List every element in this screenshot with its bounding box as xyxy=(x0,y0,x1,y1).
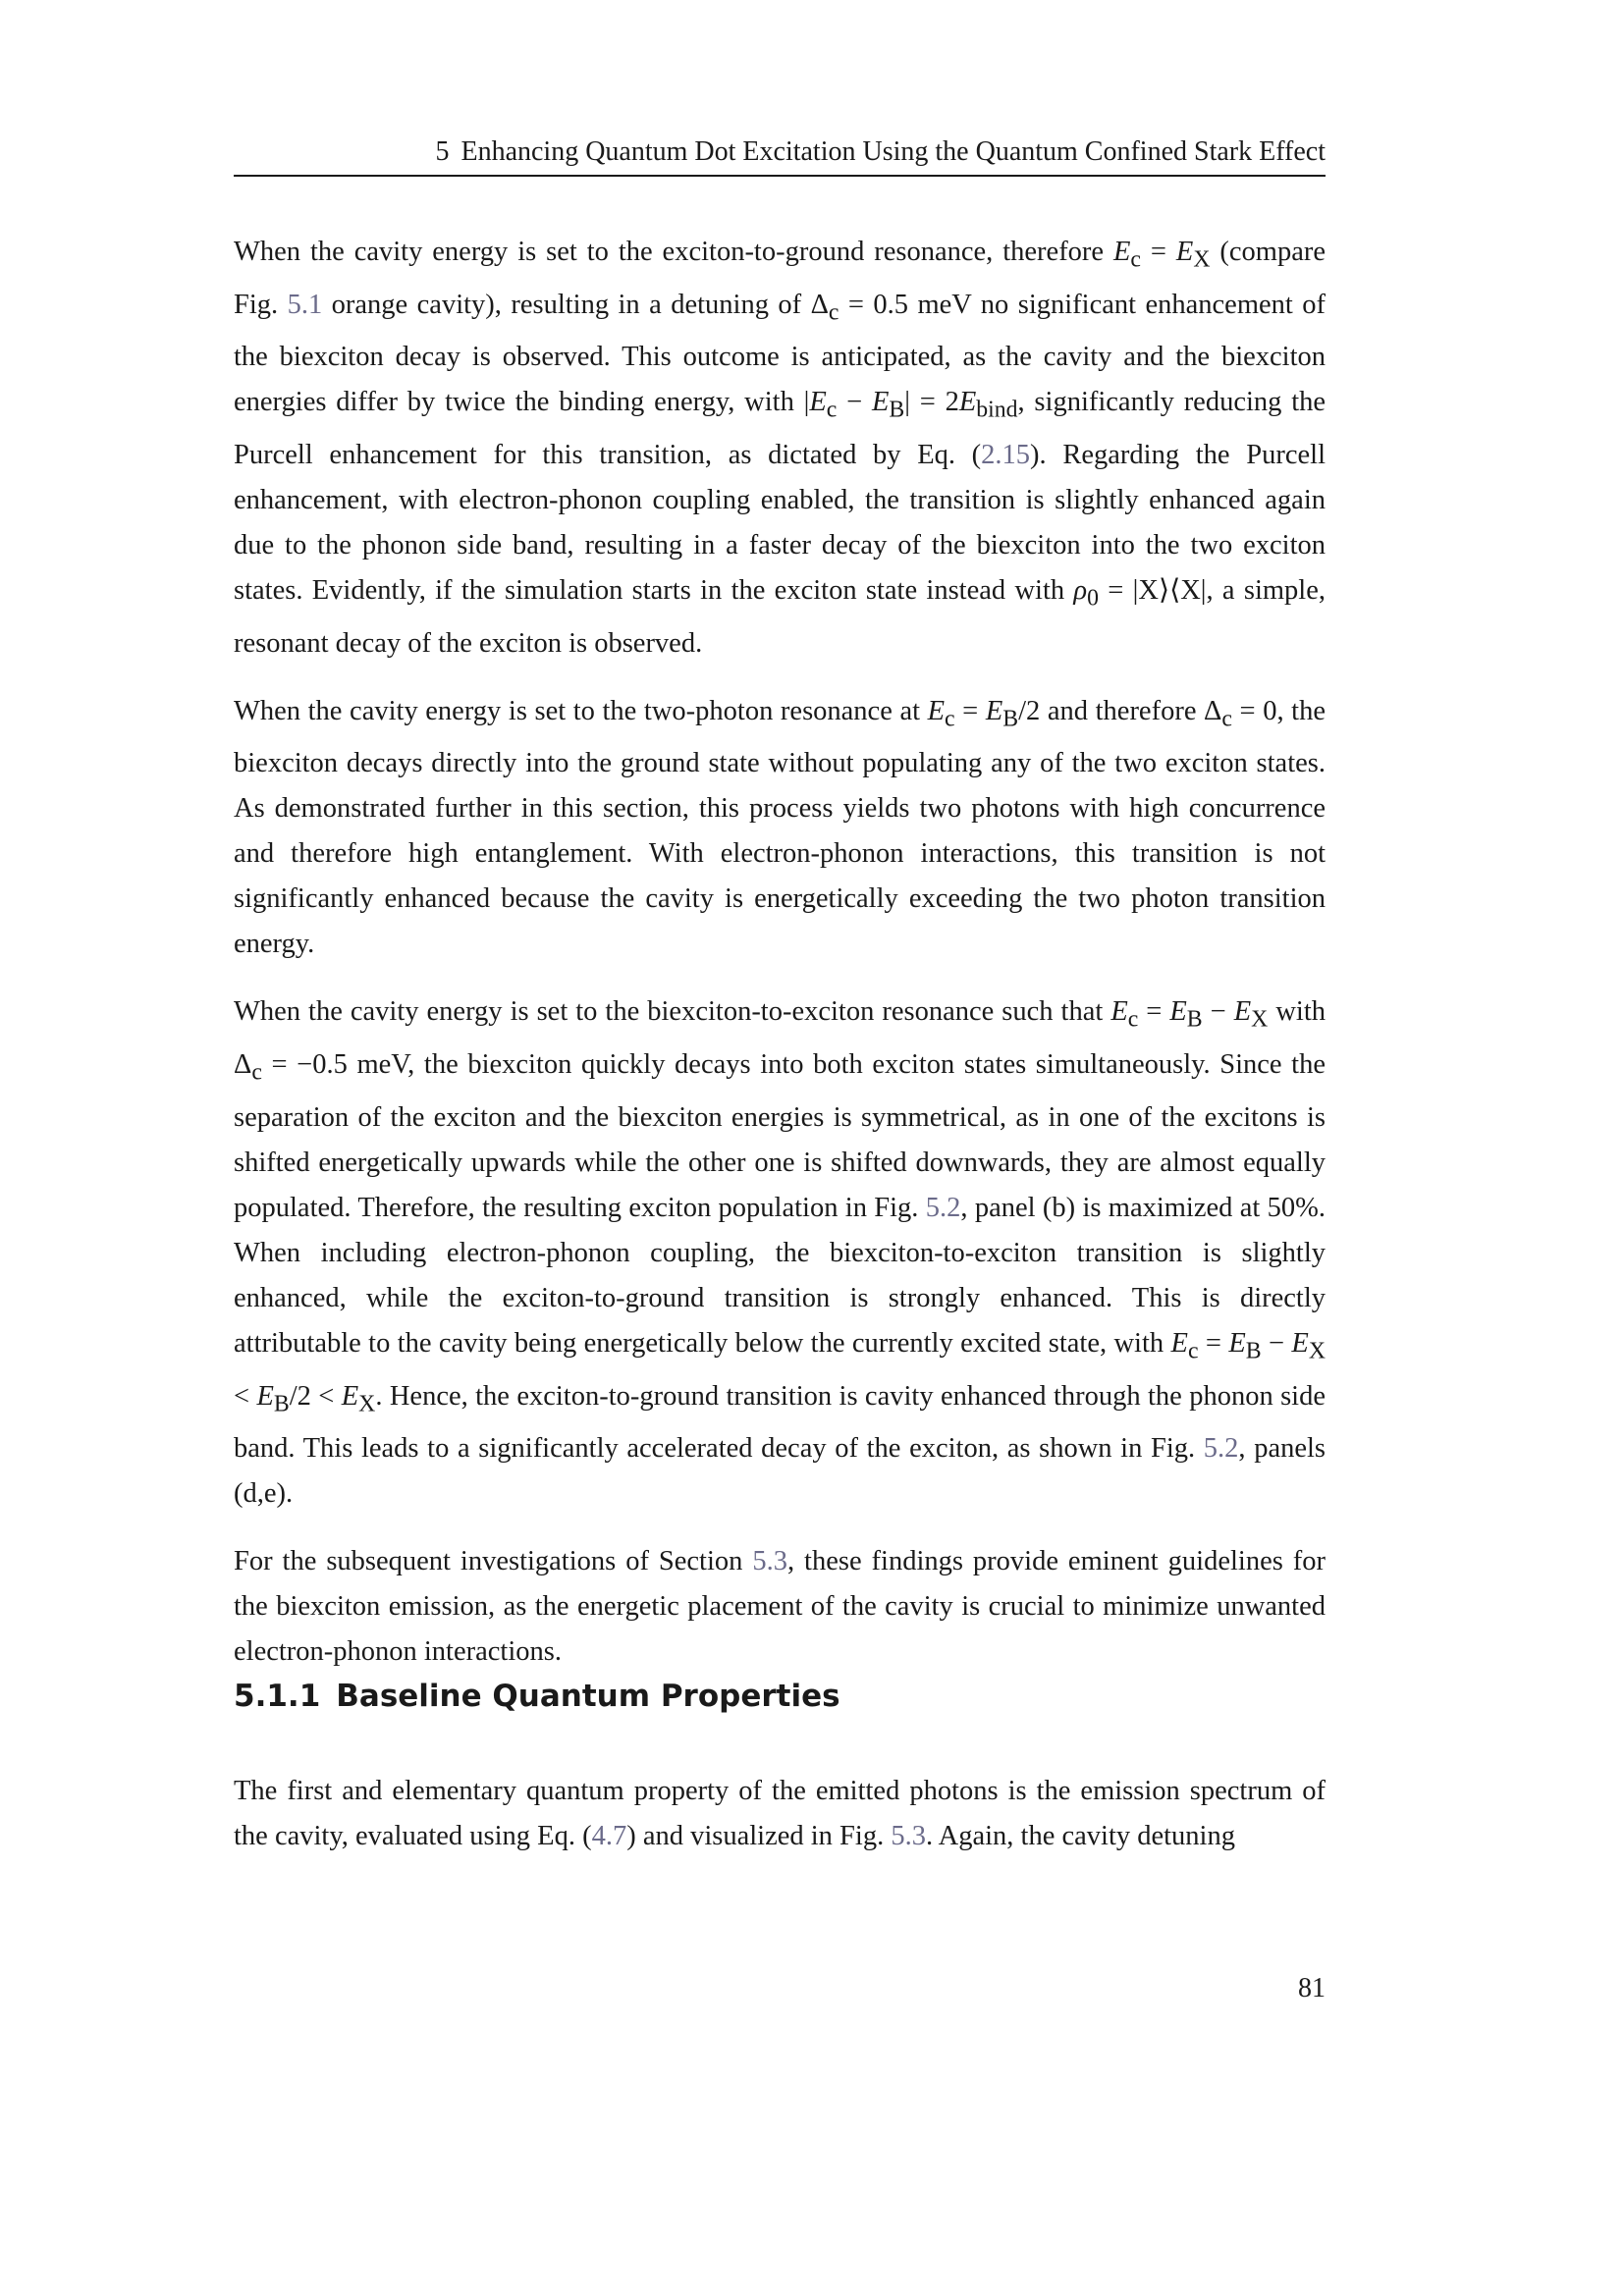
paragraph: For the subsequent investigations of Section 5.3, these findings provide eminent guidelines for the biexciton emission, as the energetic placement of the cavity is crucial to minimize unwanted electron-phonon interactions. xyxy=(234,1546,1326,1668)
figure-reference-link[interactable]: 5.3 xyxy=(891,1821,926,1851)
subsection-number: 5.1.1 xyxy=(234,1679,321,1714)
running-header xyxy=(234,133,1326,177)
chapter-title: Enhancing Quantum Dot Excitation Using the Quantum Confined Stark Effect xyxy=(460,136,1326,167)
page-number: 81 xyxy=(1298,1973,1326,2003)
figure-reference-link[interactable]: 5.2 xyxy=(925,1192,961,1223)
figure-reference-link[interactable]: 5.1 xyxy=(287,289,323,320)
subsection-title: Baseline Quantum Properties xyxy=(336,1679,840,1714)
paragraph: When the cavity energy is set to the biexciton-to-exciton resonance such that $E_c = E_B - E_X$ with $\Delta_c = -0.5$ meV, the biexciton quickly decays into both exciton states simultaneously. Since the separation of the exciton and the biexciton energies is symmetrical, as in one of the excitons is shifted energetically upwards while the other one is shifted downwards, they are almost equally populated. Therefore, the resulting exciton population in Fig. 5.2, panel (b) is maximized at 50%. When including electron-phonon coupling, the biexciton-to-exciton transition is slightly enhanced, while the exciton-to-ground transition is strongly enhanced. This is directly attributable to the cavity being energetically below the currently excited state, with $E_c = E_B - E_X < E_B/2 < E_X$. Hence, the exciton-to-ground transition is cavity enhanced through the phonon side band. This leads to a significantly accelerated decay of the exciton, as shown in Fig. 5.2, panels (d,e). xyxy=(234,996,1326,1510)
paragraph: When the cavity energy is set to the two-photon resonance at $E_c = E_B/2$ and therefore $\Delta_c = 0$, the biexciton decays directly into the ground state without populating any of the two exciton states. As demonstrated further in this section, this process yields two photons with high concurrence and therefore high entanglement. With electron-phonon interactions, this transition is not significantly enhanced because the cavity is energetically exceeding the two photon transition energy. xyxy=(234,695,1326,960)
equation-reference-link[interactable]: 2.15 xyxy=(981,440,1031,471)
subsection-heading xyxy=(234,1677,1326,1716)
equation-reference-link[interactable]: 4.7 xyxy=(591,1821,627,1851)
paragraph: The first and elementary quantum property of the emitted photons is the emission spectrum of the cavity, evaluated using Eq. (4.7) and visualized in Fig. 5.3. Again, the cavity detuning xyxy=(234,1776,1326,1851)
section-reference-link[interactable]: 5.3 xyxy=(752,1546,787,1577)
paragraph: When the cavity energy is set to the exciton-to-ground resonance, therefore $E_c = E_X$ (compare Fig. 5.1 orange cavity), resulting in a detuning of $\Delta_c = 0.5$ meV no significant enhancement of the biexciton decay is observed. This outcome is anticipated, as the cavity and the biexciton energies differ by twice the binding energy, with $|E_c - E_B| = 2E_{bind}$, significantly reducing the Purcell enhancement for this transition, as dictated by Eq. (2.15). Regarding the Purcell enhancement, with electron-phonon coupling enabled, the transition is slightly enhanced again due to the phonon side band, resulting in a faster decay of the biexciton into the two exciton states. Evidently, if the simulation starts in the exciton state instead with $\rho_0$ = |X⟩⟨X|, a simple, resonant decay of the exciton is observed. xyxy=(234,237,1326,659)
chapter-number: 5 xyxy=(435,136,450,167)
body-text xyxy=(234,230,1326,1697)
figure-reference-link[interactable]: 5.2 xyxy=(1203,1433,1239,1465)
body-text-continued xyxy=(234,1769,1326,1859)
